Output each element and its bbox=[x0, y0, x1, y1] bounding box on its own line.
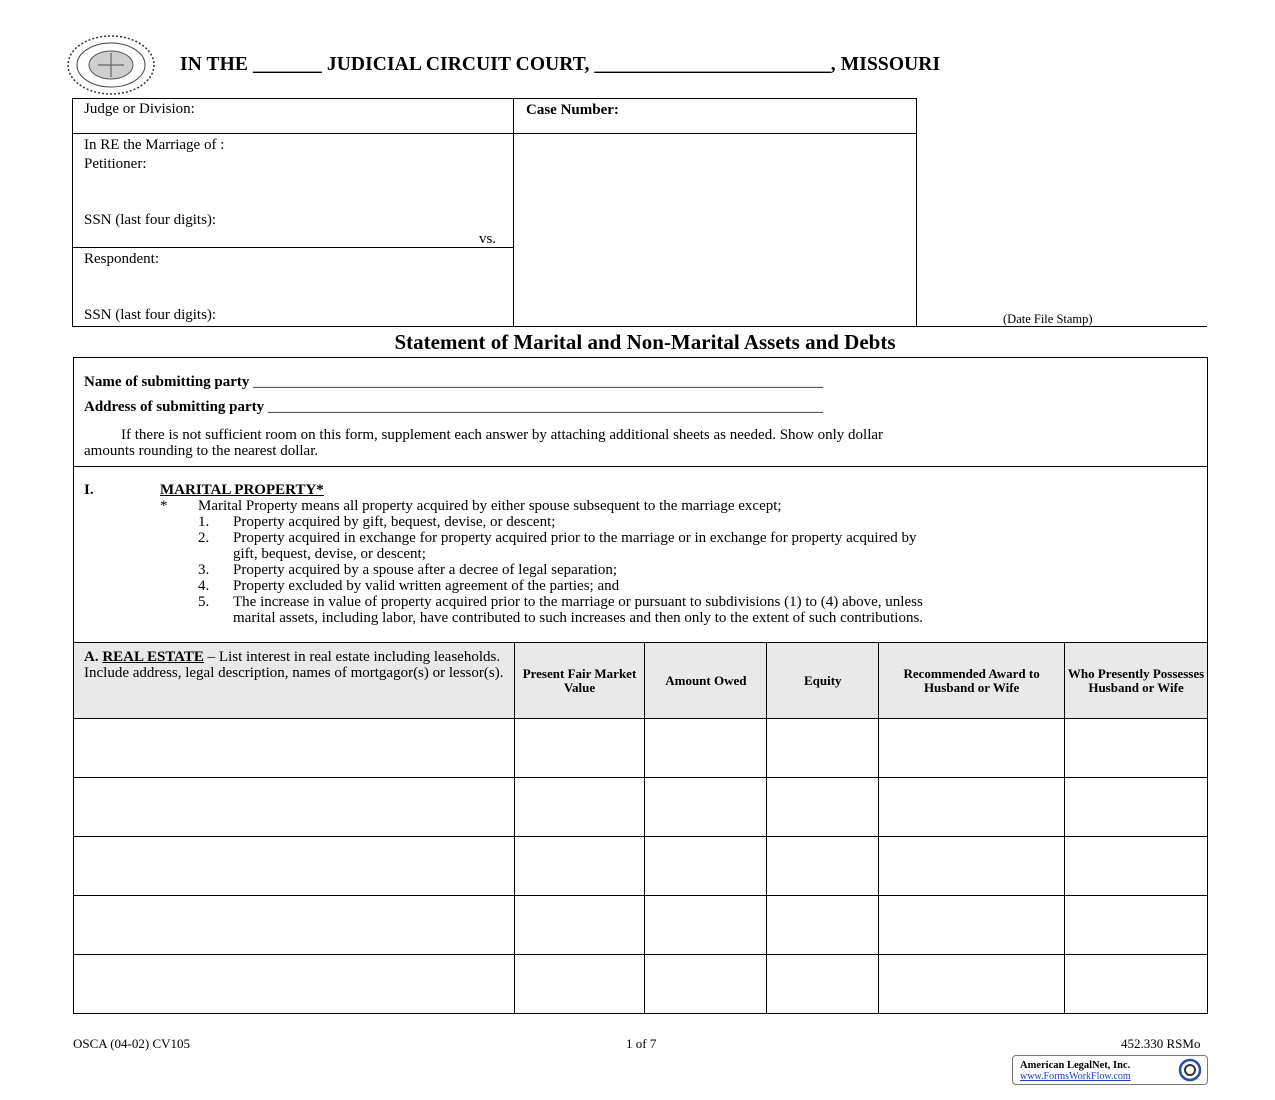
exception-num: 3. bbox=[198, 562, 210, 578]
cell-owed[interactable] bbox=[645, 778, 767, 837]
cell-award[interactable] bbox=[879, 955, 1065, 1014]
cell-value[interactable] bbox=[514, 955, 645, 1014]
exception-line: marital assets, including labor, have contributed to such increases and then only to the extent of such contributions. bbox=[233, 610, 924, 626]
name-line[interactable]: ____________________________________________________________________________ bbox=[253, 374, 824, 390]
case-number-label: Case Number: bbox=[526, 102, 619, 118]
real-estate-letter: A. bbox=[84, 649, 99, 665]
brand-badge[interactable] bbox=[1012, 1055, 1208, 1085]
real-estate-table bbox=[73, 642, 1208, 1014]
table-row bbox=[74, 778, 1208, 837]
judge-division-label: Judge or Division: bbox=[84, 101, 195, 117]
cell-equity[interactable] bbox=[767, 719, 879, 778]
cell-description[interactable] bbox=[74, 778, 515, 837]
col-recommended-award: Recommended Award to Husband or Wife bbox=[879, 643, 1065, 719]
instruction-line-2: amounts rounding to the nearest dollar. bbox=[84, 443, 319, 459]
exception-num: 1. bbox=[198, 514, 210, 530]
exception-line: Property excluded by valid written agreement of the parties; and bbox=[233, 578, 620, 594]
marital-definition: Marital Property means all property acquired by either spouse subsequent to the marriage except; bbox=[198, 498, 782, 514]
cell-owed[interactable] bbox=[645, 955, 767, 1014]
exception-line: The increase in value of property acquired prior to the marriage or pursuant to subdivisions (1) to (4) above, unless bbox=[233, 594, 923, 610]
ssn-respondent-label: SSN (last four digits): bbox=[84, 307, 217, 323]
cell-description[interactable] bbox=[74, 955, 515, 1014]
page-number: 1 of 7 bbox=[626, 1036, 657, 1051]
brand-url[interactable]: www.FormsWorkFlow.com bbox=[1020, 1071, 1131, 1082]
col-amount-owed: Amount Owed bbox=[645, 643, 767, 719]
table-row bbox=[74, 719, 1208, 778]
exception-line: gift, bequest, devise, or descent; bbox=[233, 546, 426, 562]
name-label: Name of submitting party bbox=[84, 374, 250, 390]
table-row bbox=[74, 837, 1208, 896]
statement-title: Statement of Marital and Non-Marital Assets and Debts bbox=[394, 330, 896, 354]
cell-award[interactable] bbox=[879, 896, 1065, 955]
date-file-stamp-label: (Date File Stamp) bbox=[1003, 312, 1093, 326]
address-label: Address of submitting party bbox=[84, 399, 265, 415]
table-row bbox=[74, 896, 1208, 955]
table-row bbox=[74, 955, 1208, 1014]
exception-num: 5. bbox=[198, 594, 210, 610]
cell-possessor[interactable] bbox=[1065, 955, 1208, 1014]
cell-owed[interactable] bbox=[645, 896, 767, 955]
cell-value[interactable] bbox=[514, 837, 645, 896]
cell-equity[interactable] bbox=[767, 955, 879, 1014]
real-estate-title: REAL ESTATE bbox=[102, 649, 204, 665]
respondent-label: Respondent: bbox=[84, 251, 159, 267]
exception-num: 4. bbox=[198, 578, 210, 594]
exception-line: Property acquired by a spouse after a decree of legal separation; bbox=[233, 562, 617, 578]
cell-award[interactable] bbox=[879, 837, 1065, 896]
cell-description[interactable] bbox=[74, 719, 515, 778]
cell-value[interactable] bbox=[514, 719, 645, 778]
cell-equity[interactable] bbox=[767, 837, 879, 896]
exception-line: Property acquired by gift, bequest, devise, or descent; bbox=[233, 514, 556, 530]
instruction-line-1: If there is not sufficient room on this form, supplement each answer by attaching additional sheets as needed. Show only dollar bbox=[121, 427, 884, 443]
cell-value[interactable] bbox=[514, 896, 645, 955]
marital-property-section bbox=[73, 466, 1208, 643]
cell-possessor[interactable] bbox=[1065, 837, 1208, 896]
exception-line: Property acquired in exchange for property acquired prior to the marriage or in exchange for property acquired by bbox=[233, 530, 917, 546]
cell-possessor[interactable] bbox=[1065, 719, 1208, 778]
cell-award[interactable] bbox=[879, 719, 1065, 778]
section-numeral: I. bbox=[84, 482, 94, 498]
brand-logo-icon bbox=[1176, 1058, 1204, 1082]
col-who-possesses: Who Presently Possesses Husband or Wife bbox=[1065, 643, 1208, 719]
in-re-label: In RE the Marriage of : bbox=[84, 137, 225, 153]
cell-owed[interactable] bbox=[645, 837, 767, 896]
statute-reference: 452.330 RSMo bbox=[1121, 1036, 1201, 1051]
cell-possessor[interactable] bbox=[1065, 896, 1208, 955]
cell-possessor[interactable] bbox=[1065, 778, 1208, 837]
col-equity: Equity bbox=[767, 643, 879, 719]
court-seal-icon bbox=[66, 34, 156, 96]
asterisk-mark: * bbox=[160, 498, 168, 514]
form-id: OSCA (04-02) CV105 bbox=[73, 1036, 191, 1051]
cell-award[interactable] bbox=[879, 778, 1065, 837]
ssn-petitioner-label: SSN (last four digits): bbox=[84, 212, 217, 228]
col-present-value: Present Fair Market Value bbox=[514, 643, 645, 719]
cell-description[interactable] bbox=[74, 837, 515, 896]
brand-name: American LegalNet, Inc. bbox=[1020, 1060, 1131, 1071]
court-title: IN THE _______ JUDICIAL CIRCUIT COURT, ________________________, MISSOURI bbox=[180, 54, 941, 75]
cell-value[interactable] bbox=[514, 778, 645, 837]
section-title: MARITAL PROPERTY* bbox=[160, 482, 324, 498]
submitting-party-box bbox=[73, 357, 1208, 467]
cell-owed[interactable] bbox=[645, 719, 767, 778]
vs-label: vs. bbox=[479, 231, 497, 247]
cell-equity[interactable] bbox=[767, 896, 879, 955]
cell-description[interactable] bbox=[74, 896, 515, 955]
address-line[interactable]: __________________________________________________________________________ bbox=[267, 399, 823, 415]
real-estate-header bbox=[74, 643, 515, 719]
petitioner-label: Petitioner: bbox=[84, 156, 147, 172]
real-estate-description: – List interest in real estate including leaseholds. Include address, legal description, names of mortgagor(s) or lessor(s). bbox=[84, 649, 504, 681]
cell-equity[interactable] bbox=[767, 778, 879, 837]
exception-num: 2. bbox=[198, 530, 210, 546]
